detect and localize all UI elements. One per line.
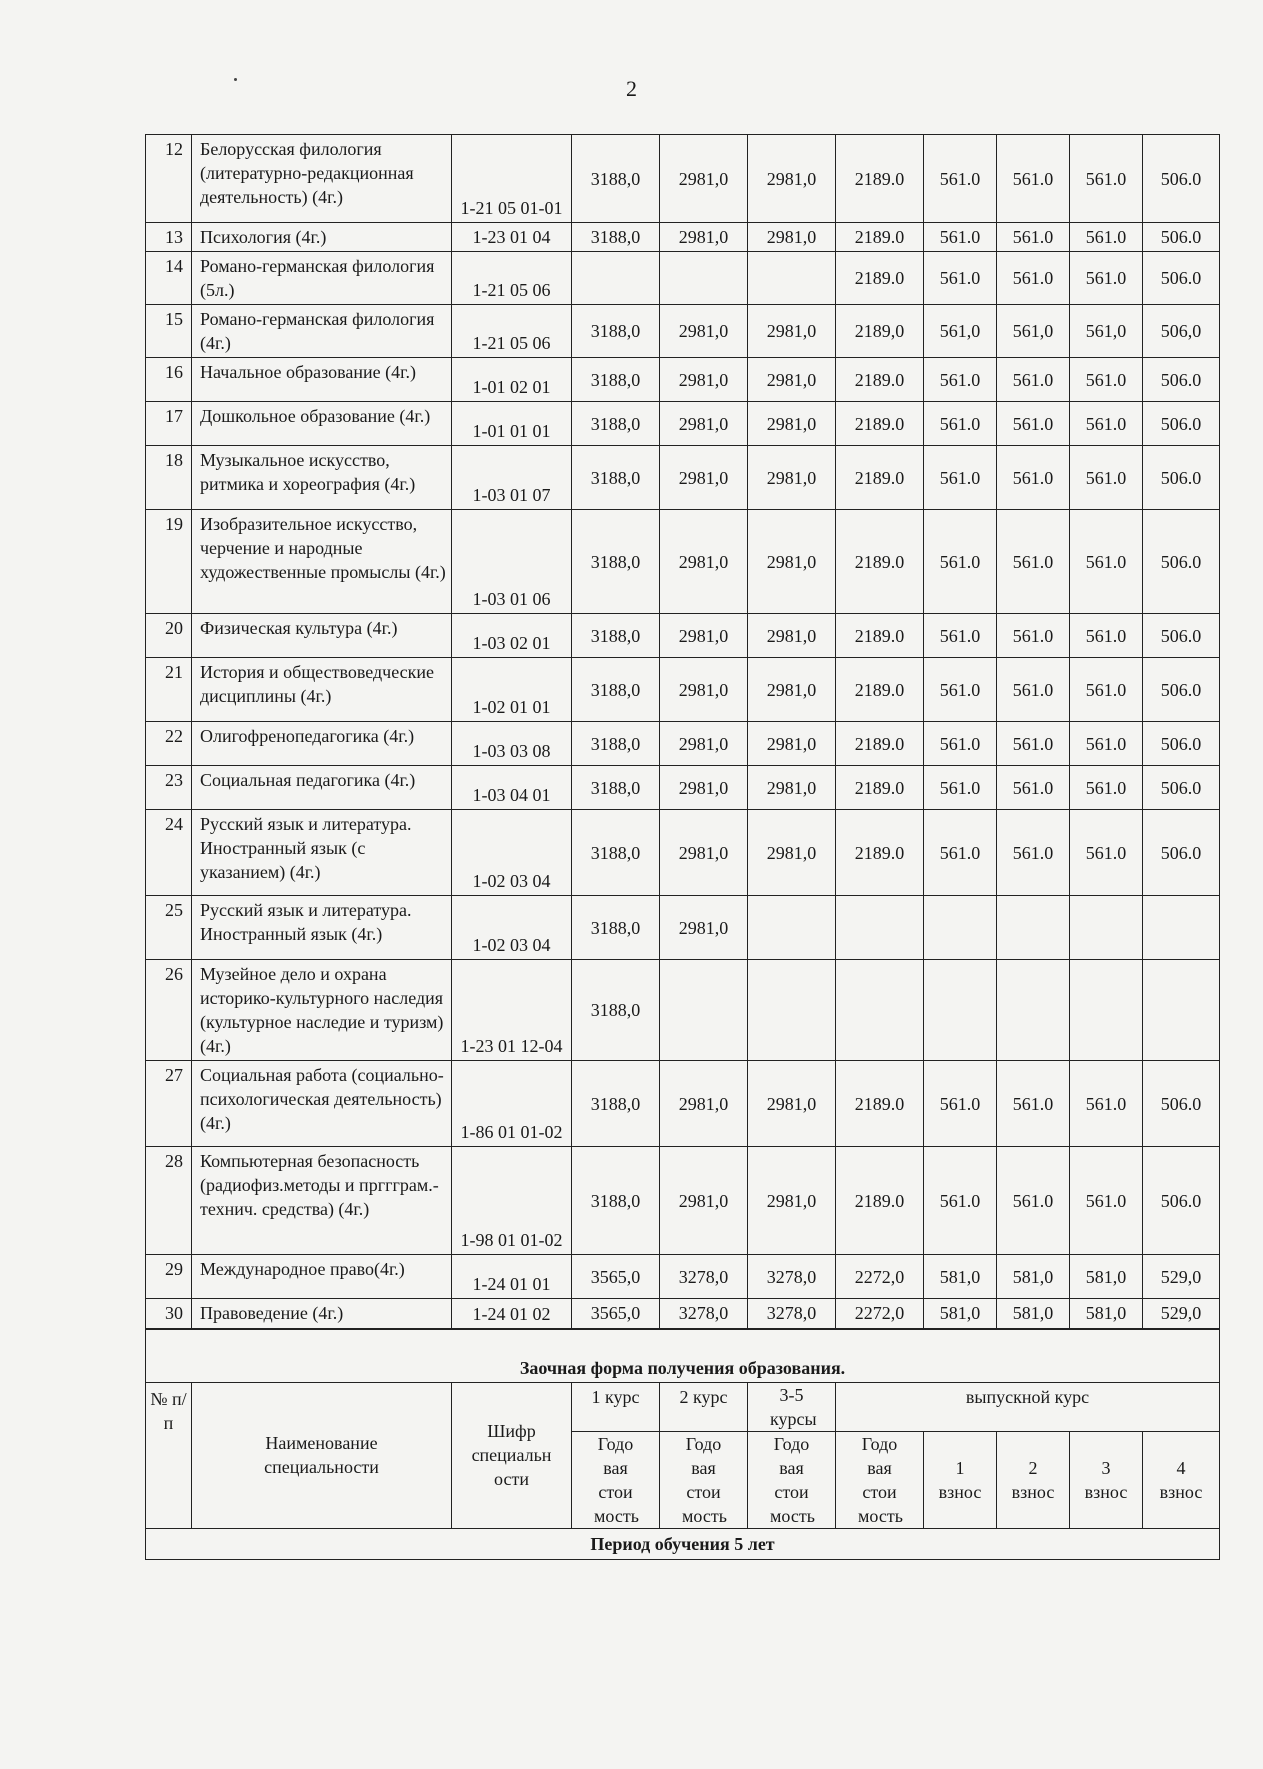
row-number: 15 xyxy=(146,305,192,358)
row-number: 12 xyxy=(146,135,192,223)
specialty-name: Музейное дело и охрана историко-культурного наследия (культурное наследие и туризм) (4г.) xyxy=(192,960,452,1061)
payment-2: 561.0 xyxy=(997,1147,1070,1255)
payment-4: 506,0 xyxy=(1143,305,1220,358)
cost-course-2: 2981,0 xyxy=(660,810,748,896)
header-course2: 2 курс xyxy=(660,1382,748,1431)
specialty-name: Физическая культура (4г.) xyxy=(192,614,452,658)
specialty-code: 1-24 01 02 xyxy=(452,1299,572,1329)
specialty-name: Олигофренопедагогика (4г.) xyxy=(192,722,452,766)
cost-course-3-5: 2981,0 xyxy=(748,135,836,223)
scan-speck xyxy=(234,78,237,81)
payment-1: 561.0 xyxy=(924,658,997,722)
table-row xyxy=(146,614,1220,658)
payment-3: 561.0 xyxy=(1070,223,1143,252)
cost-final xyxy=(836,960,924,1061)
cost-course-1: 3188,0 xyxy=(572,510,660,614)
row-number: 20 xyxy=(146,614,192,658)
cost-final: 2189.0 xyxy=(836,223,924,252)
cost-course-1: 3565,0 xyxy=(572,1299,660,1329)
payment-3 xyxy=(1070,896,1143,960)
payment-2: 561.0 xyxy=(997,658,1070,722)
payment-4: 506.0 xyxy=(1143,358,1220,402)
header-annual-4: Годо вая стои мость xyxy=(836,1431,924,1528)
cost-course-1: 3188,0 xyxy=(572,223,660,252)
payment-2: 561,0 xyxy=(997,305,1070,358)
payment-1: 561.0 xyxy=(924,1061,997,1147)
cost-final: 2189.0 xyxy=(836,358,924,402)
payment-4: 506.0 xyxy=(1143,766,1220,810)
cost-course-2: 2981,0 xyxy=(660,1147,748,1255)
table-row xyxy=(146,960,1220,1061)
payment-3: 561.0 xyxy=(1070,658,1143,722)
cost-course-2 xyxy=(660,252,748,305)
cost-course-2: 2981,0 xyxy=(660,510,748,614)
period-title: Период обучения 5 лет xyxy=(146,1528,1220,1559)
specialty-code: 1-03 01 07 xyxy=(452,446,572,510)
payment-4: 506.0 xyxy=(1143,614,1220,658)
payment-1: 561.0 xyxy=(924,252,997,305)
payment-4 xyxy=(1143,896,1220,960)
table-row xyxy=(146,810,1220,896)
cost-course-1: 3188,0 xyxy=(572,135,660,223)
row-number: 25 xyxy=(146,896,192,960)
row-number: 28 xyxy=(146,1147,192,1255)
cost-final: 2189.0 xyxy=(836,510,924,614)
header-annual-2: Годо вая стои мость xyxy=(660,1431,748,1528)
table-row xyxy=(146,223,1220,252)
payment-4: 506.0 xyxy=(1143,252,1220,305)
payment-4: 529,0 xyxy=(1143,1299,1220,1329)
header-num: № п/п xyxy=(146,1382,192,1528)
cost-course-3-5 xyxy=(748,252,836,305)
payment-4: 506.0 xyxy=(1143,135,1220,223)
specialty-code: 1-21 05 06 xyxy=(452,252,572,305)
specialty-name: Белорусская филология (литературно-редакционная деятельность) (4г.) xyxy=(192,135,452,223)
cost-course-2: 3278,0 xyxy=(660,1299,748,1329)
cost-course-3-5: 2981,0 xyxy=(748,658,836,722)
payment-1: 561.0 xyxy=(924,614,997,658)
payment-1: 561.0 xyxy=(924,810,997,896)
table-row xyxy=(146,446,1220,510)
payment-3: 561.0 xyxy=(1070,252,1143,305)
payment-3: 561.0 xyxy=(1070,810,1143,896)
specialty-code: 1-24 01 01 xyxy=(452,1255,572,1299)
specialty-code: 1-03 04 01 xyxy=(452,766,572,810)
cost-course-3-5: 2981,0 xyxy=(748,446,836,510)
table-row xyxy=(146,1255,1220,1299)
cost-course-1: 3188,0 xyxy=(572,614,660,658)
payment-3: 561.0 xyxy=(1070,1061,1143,1147)
payment-3: 561.0 xyxy=(1070,766,1143,810)
row-number: 14 xyxy=(146,252,192,305)
payment-1: 561.0 xyxy=(924,135,997,223)
table-row xyxy=(146,252,1220,305)
cost-course-2: 2981,0 xyxy=(660,402,748,446)
payment-3: 561,0 xyxy=(1070,305,1143,358)
header-pay-2: 2 взнос xyxy=(997,1431,1070,1528)
cost-final: 2189.0 xyxy=(836,658,924,722)
payment-2: 561.0 xyxy=(997,510,1070,614)
cost-final: 2189.0 xyxy=(836,135,924,223)
header-course35: 3-5 курсы xyxy=(748,1382,836,1431)
payment-2: 561.0 xyxy=(997,358,1070,402)
table-row xyxy=(146,1061,1220,1147)
payment-3: 561.0 xyxy=(1070,358,1143,402)
header-code: Шифр специальн ости xyxy=(452,1382,572,1528)
table-row xyxy=(146,135,1220,223)
payment-1: 581,0 xyxy=(924,1299,997,1329)
cost-course-3-5: 3278,0 xyxy=(748,1299,836,1329)
payment-1 xyxy=(924,896,997,960)
payment-1: 561.0 xyxy=(924,1147,997,1255)
table-row xyxy=(146,358,1220,402)
specialty-name: Русский язык и литература. Иностранный язык (4г.) xyxy=(192,896,452,960)
table-row xyxy=(146,1299,1220,1329)
specialty-name: Романо-германская филология (5л.) xyxy=(192,252,452,305)
header-annual-1: Годо вая стои мость xyxy=(572,1431,660,1528)
specialty-code: 1-02 03 04 xyxy=(452,810,572,896)
cost-course-2 xyxy=(660,960,748,1061)
cost-course-3-5: 2981,0 xyxy=(748,358,836,402)
cost-course-1: 3188,0 xyxy=(572,810,660,896)
row-number: 22 xyxy=(146,722,192,766)
section-title-row xyxy=(146,1329,1220,1383)
payment-2 xyxy=(997,960,1070,1061)
payment-3 xyxy=(1070,960,1143,1061)
specialty-name: Социальная педагогика (4г.) xyxy=(192,766,452,810)
payment-2: 561.0 xyxy=(997,766,1070,810)
specialty-name: Музыкальное искусство, ритмика и хореография (4г.) xyxy=(192,446,452,510)
cost-course-3-5 xyxy=(748,896,836,960)
payment-4: 529,0 xyxy=(1143,1255,1220,1299)
tuition-table xyxy=(145,134,1220,1560)
payment-4: 506.0 xyxy=(1143,722,1220,766)
cost-course-1: 3565,0 xyxy=(572,1255,660,1299)
cost-course-3-5: 2981,0 xyxy=(748,766,836,810)
header-pay-3: 3 взнос xyxy=(1070,1431,1143,1528)
cost-course-2: 2981,0 xyxy=(660,305,748,358)
payment-4: 506.0 xyxy=(1143,446,1220,510)
cost-course-2: 2981,0 xyxy=(660,135,748,223)
cost-course-1: 3188,0 xyxy=(572,1061,660,1147)
specialty-name: Психология (4г.) xyxy=(192,223,452,252)
payment-1: 561.0 xyxy=(924,402,997,446)
payment-3: 561.0 xyxy=(1070,135,1143,223)
cost-course-3-5: 2981,0 xyxy=(748,510,836,614)
cost-course-2: 2981,0 xyxy=(660,614,748,658)
table-row xyxy=(146,510,1220,614)
row-number: 21 xyxy=(146,658,192,722)
table-body xyxy=(146,135,1220,1329)
payment-2: 561.0 xyxy=(997,135,1070,223)
table-row xyxy=(146,766,1220,810)
specialty-name: Правоведение (4г.) xyxy=(192,1299,452,1329)
row-number: 24 xyxy=(146,810,192,896)
row-number: 19 xyxy=(146,510,192,614)
cost-course-1: 3188,0 xyxy=(572,722,660,766)
specialty-name: Дошкольное образование (4г.) xyxy=(192,402,452,446)
specialty-name: Русский язык и литература. Иностранный язык (с указанием) (4г.) xyxy=(192,810,452,896)
cost-final: 2189.0 xyxy=(836,810,924,896)
cost-final: 2189,0 xyxy=(836,305,924,358)
period-row xyxy=(146,1528,1220,1559)
cost-course-1: 3188,0 xyxy=(572,402,660,446)
payment-2: 581,0 xyxy=(997,1299,1070,1329)
table-row xyxy=(146,402,1220,446)
payment-2: 561.0 xyxy=(997,252,1070,305)
cost-course-1: 3188,0 xyxy=(572,305,660,358)
payment-1: 561.0 xyxy=(924,722,997,766)
specialty-code: 1-23 01 04 xyxy=(452,223,572,252)
cost-final: 2189.0 xyxy=(836,614,924,658)
cost-course-2: 3278,0 xyxy=(660,1255,748,1299)
row-number: 30 xyxy=(146,1299,192,1329)
specialty-code: 1-01 01 01 xyxy=(452,402,572,446)
payment-2: 561.0 xyxy=(997,1061,1070,1147)
header-final: выпускной курс xyxy=(836,1382,1220,1431)
payment-2: 561.0 xyxy=(997,810,1070,896)
payment-3: 561.0 xyxy=(1070,722,1143,766)
payment-3: 581,0 xyxy=(1070,1255,1143,1299)
specialty-name: Изобразительное искусство, черчение и народные художественные промыслы (4г.) xyxy=(192,510,452,614)
section-title: Заочная форма получения образования. xyxy=(146,1329,1220,1383)
payment-2: 561.0 xyxy=(997,722,1070,766)
payment-3: 561.0 xyxy=(1070,614,1143,658)
specialty-name: Компьютерная безопасность (радиофиз.методы и прггграм.-технич. средства) (4г.) xyxy=(192,1147,452,1255)
cost-final: 2189.0 xyxy=(836,1147,924,1255)
row-number: 26 xyxy=(146,960,192,1061)
cost-final xyxy=(836,896,924,960)
specialty-name: История и обществоведческие дисциплины (4г.) xyxy=(192,658,452,722)
cost-course-1: 3188,0 xyxy=(572,658,660,722)
header-pay-1: 1 взнос xyxy=(924,1431,997,1528)
payment-1: 581,0 xyxy=(924,1255,997,1299)
payment-2: 561.0 xyxy=(997,446,1070,510)
specialty-name: Начальное образование (4г.) xyxy=(192,358,452,402)
cost-final: 2189.0 xyxy=(836,252,924,305)
payment-4 xyxy=(1143,960,1220,1061)
specialty-code: 1-21 05 01-01 xyxy=(452,135,572,223)
row-number: 27 xyxy=(146,1061,192,1147)
specialty-name: Романо-германская филология (4г.) xyxy=(192,305,452,358)
cost-final: 2189.0 xyxy=(836,1061,924,1147)
specialty-name: Международное право(4г.) xyxy=(192,1255,452,1299)
payment-2: 561.0 xyxy=(997,614,1070,658)
payment-1: 561.0 xyxy=(924,510,997,614)
cost-course-2: 2981,0 xyxy=(660,896,748,960)
payment-2: 561.0 xyxy=(997,223,1070,252)
header-pay-4: 4 взнос xyxy=(1143,1431,1220,1528)
table-row xyxy=(146,896,1220,960)
cost-course-2: 2981,0 xyxy=(660,1061,748,1147)
payment-2 xyxy=(997,896,1070,960)
cost-course-2: 2981,0 xyxy=(660,358,748,402)
cost-course-3-5 xyxy=(748,960,836,1061)
payment-3: 561.0 xyxy=(1070,510,1143,614)
cost-final: 2189.0 xyxy=(836,722,924,766)
payment-1: 561.0 xyxy=(924,766,997,810)
cost-course-2: 2981,0 xyxy=(660,446,748,510)
cost-course-3-5: 3278,0 xyxy=(748,1255,836,1299)
payment-1: 561.0 xyxy=(924,358,997,402)
specialty-code: 1-02 01 01 xyxy=(452,658,572,722)
payment-4: 506.0 xyxy=(1143,658,1220,722)
cost-course-1: 3188,0 xyxy=(572,358,660,402)
cost-course-1: 3188,0 xyxy=(572,766,660,810)
payment-4: 506.0 xyxy=(1143,1147,1220,1255)
row-number: 23 xyxy=(146,766,192,810)
specialty-name: Социальная работа (социально-психологическая деятельность) (4г.) xyxy=(192,1061,452,1147)
cost-final: 2189.0 xyxy=(836,446,924,510)
table-row xyxy=(146,1147,1220,1255)
cost-course-3-5: 2981,0 xyxy=(748,1061,836,1147)
payment-3: 561.0 xyxy=(1070,1147,1143,1255)
specialty-code: 1-21 05 06 xyxy=(452,305,572,358)
specialty-code: 1-01 02 01 xyxy=(452,358,572,402)
page-number: 2 xyxy=(626,76,637,101)
cost-course-3-5: 2981,0 xyxy=(748,223,836,252)
specialty-code: 1-23 01 12-04 xyxy=(452,960,572,1061)
extramural-section xyxy=(146,1329,1220,1560)
cost-final: 2272,0 xyxy=(836,1299,924,1329)
cost-course-1: 3188,0 xyxy=(572,446,660,510)
cost-final: 2189.0 xyxy=(836,766,924,810)
row-number: 18 xyxy=(146,446,192,510)
specialty-code: 1-03 01 06 xyxy=(452,510,572,614)
cost-course-3-5: 2981,0 xyxy=(748,305,836,358)
cost-course-1: 3188,0 xyxy=(572,960,660,1061)
specialty-code: 1-98 01 01-02 xyxy=(452,1147,572,1255)
payment-2: 561.0 xyxy=(997,402,1070,446)
payment-4: 506.0 xyxy=(1143,510,1220,614)
header-annual-3: Годо вая стои мость xyxy=(748,1431,836,1528)
header-course1: 1 курс xyxy=(572,1382,660,1431)
cost-course-2: 2981,0 xyxy=(660,223,748,252)
cost-course-2: 2981,0 xyxy=(660,722,748,766)
table-row xyxy=(146,722,1220,766)
row-number: 16 xyxy=(146,358,192,402)
payment-1: 561,0 xyxy=(924,305,997,358)
cost-course-3-5: 2981,0 xyxy=(748,614,836,658)
table-row xyxy=(146,305,1220,358)
payment-4: 506.0 xyxy=(1143,1061,1220,1147)
header-row-1 xyxy=(146,1382,1220,1431)
cost-course-3-5: 2981,0 xyxy=(748,402,836,446)
cost-course-2: 2981,0 xyxy=(660,658,748,722)
cost-course-1: 3188,0 xyxy=(572,896,660,960)
cost-course-3-5: 2981,0 xyxy=(748,1147,836,1255)
payment-2: 581,0 xyxy=(997,1255,1070,1299)
cost-course-1 xyxy=(572,252,660,305)
row-number: 17 xyxy=(146,402,192,446)
table-row xyxy=(146,658,1220,722)
payment-1: 561.0 xyxy=(924,446,997,510)
payment-3: 561.0 xyxy=(1070,446,1143,510)
cost-course-3-5: 2981,0 xyxy=(748,722,836,766)
row-number: 29 xyxy=(146,1255,192,1299)
cost-course-1: 3188,0 xyxy=(572,1147,660,1255)
payment-1: 561.0 xyxy=(924,223,997,252)
specialty-code: 1-03 02 01 xyxy=(452,614,572,658)
payment-4: 506.0 xyxy=(1143,810,1220,896)
payment-1 xyxy=(924,960,997,1061)
header-name: Наименование специальности xyxy=(192,1382,452,1528)
specialty-code: 1-03 03 08 xyxy=(452,722,572,766)
cost-course-3-5: 2981,0 xyxy=(748,810,836,896)
specialty-code: 1-86 01 01-02 xyxy=(452,1061,572,1147)
cost-final: 2189.0 xyxy=(836,402,924,446)
row-number: 13 xyxy=(146,223,192,252)
payment-3: 561.0 xyxy=(1070,402,1143,446)
payment-3: 581,0 xyxy=(1070,1299,1143,1329)
specialty-code: 1-02 03 04 xyxy=(452,896,572,960)
cost-final: 2272,0 xyxy=(836,1255,924,1299)
cost-course-2: 2981,0 xyxy=(660,766,748,810)
payment-4: 506.0 xyxy=(1143,223,1220,252)
payment-4: 506.0 xyxy=(1143,402,1220,446)
